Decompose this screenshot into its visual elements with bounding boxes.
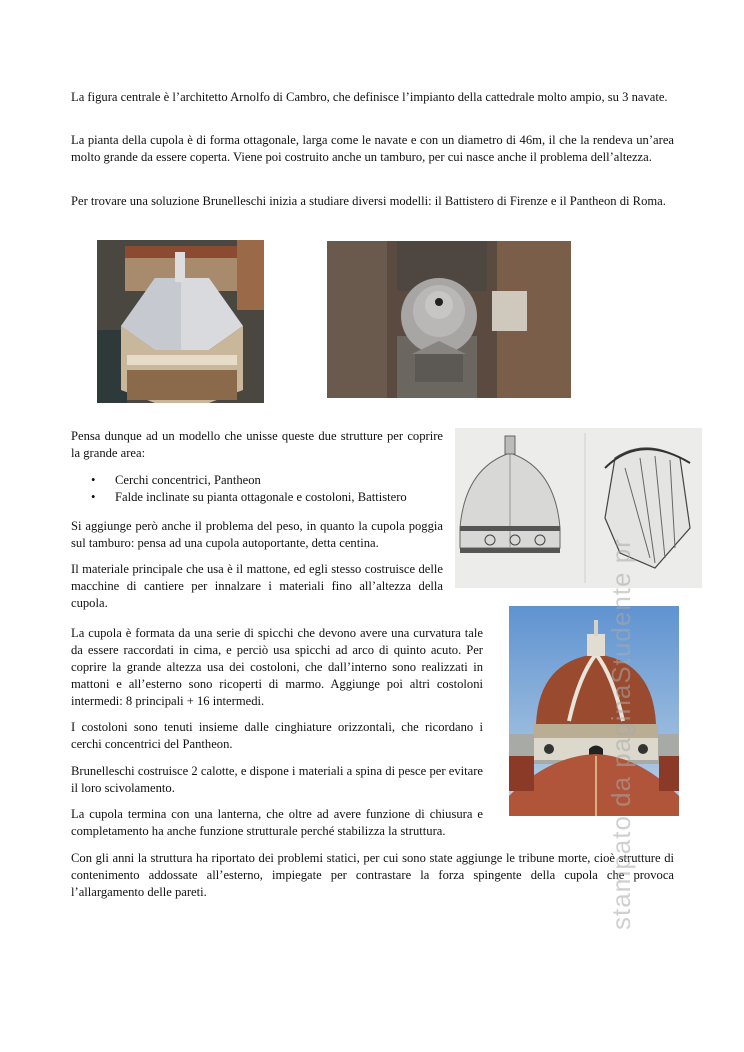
battistero-image [97,240,264,403]
paragraph-lanterna: La cupola termina con una lanterna, che oltre ad avere funzione di chiusura e completamento ha anche funzione strutturale perché stabilizza la struttura. [71,807,483,838]
duomo-cupola-image [509,606,679,816]
paragraph-peso: Si aggiunge però anche il problema del peso, in quanto la cupola poggia sul tamburo: pensa ad una cupola autoportante, detta centina. [71,519,443,550]
pantheon-image [327,241,571,398]
bullet-list [71,472,451,506]
paragraph-modello: Pensa dunque ad un modello che unisse queste due strutture per coprire la grande area: [71,429,443,460]
paragraph-cinghiature: I costoloni sono tenuti insieme dalle cinghiature orizzontali, che ricordano i cerchi concentrici del Pantheon. [71,720,483,751]
paragraph-pianta-cupola: La pianta della cupola è di forma ottagonale, larga come le navate e con un diametro di 46m, il che la rendeva un’area molto grande da essere coperta. Viene poi costruito anche un tamburo, per cui nasce anche il problema dell’altezza. [71,133,674,164]
paragraph-spicchi: La cupola è formata da una serie di spicchi che devono avere una curvatura tale da essere raccordati in cima, e perciò usa spicchi ad arco di quinto acuto. Per coprire la grande altezza usa dei costoloni, che dall’interno sono realizzati in mattoni e all’esterno sono ricoperti di marmo. Aggiunge poi altri costoloni intermedi: 8 principali + 16 intermedi. [71,626,483,708]
paragraph-calotte: Brunelleschi costruisce 2 calotte, e dispone i materiali a spina di pesce per evitare il loro scivolamento. [71,764,483,795]
paragraph-modelli: Per trovare una soluzione Brunelleschi inizia a studiare diversi modelli: il Battistero di Firenze e il Pantheon di Roma. [71,194,666,208]
paragraph-tribune-morte: Con gli anni la struttura ha riportato dei problemi statici, per cui sono state aggiunge le tribune morte, cioè strutture di contenimento addossate all’esterno, impiegate per contrastare la forza spingente della cupola che provoca l’allargamento delle pareti. [71,851,674,899]
cupola-drawings-image [455,428,702,588]
bullet-item: • Cerchi concentrici, Pantheon [71,472,451,489]
watermark: stampato da paginaStudente pr [606,538,636,930]
paragraph-materiale: Il materiale principale che usa è il mattone, ed egli stesso costruisce delle macchine di cantiere per innalzare i materiali fino all’altezza della cupola. [71,562,443,610]
paragraph-arnolfo: La figura centrale è l’architetto Arnolfo di Cambro, che definisce l’impianto della cattedrale molto ampio, su 3 navate. [71,90,668,104]
bullet-item: • Falde inclinate su pianta ottagonale e costoloni, Battistero [71,489,451,506]
